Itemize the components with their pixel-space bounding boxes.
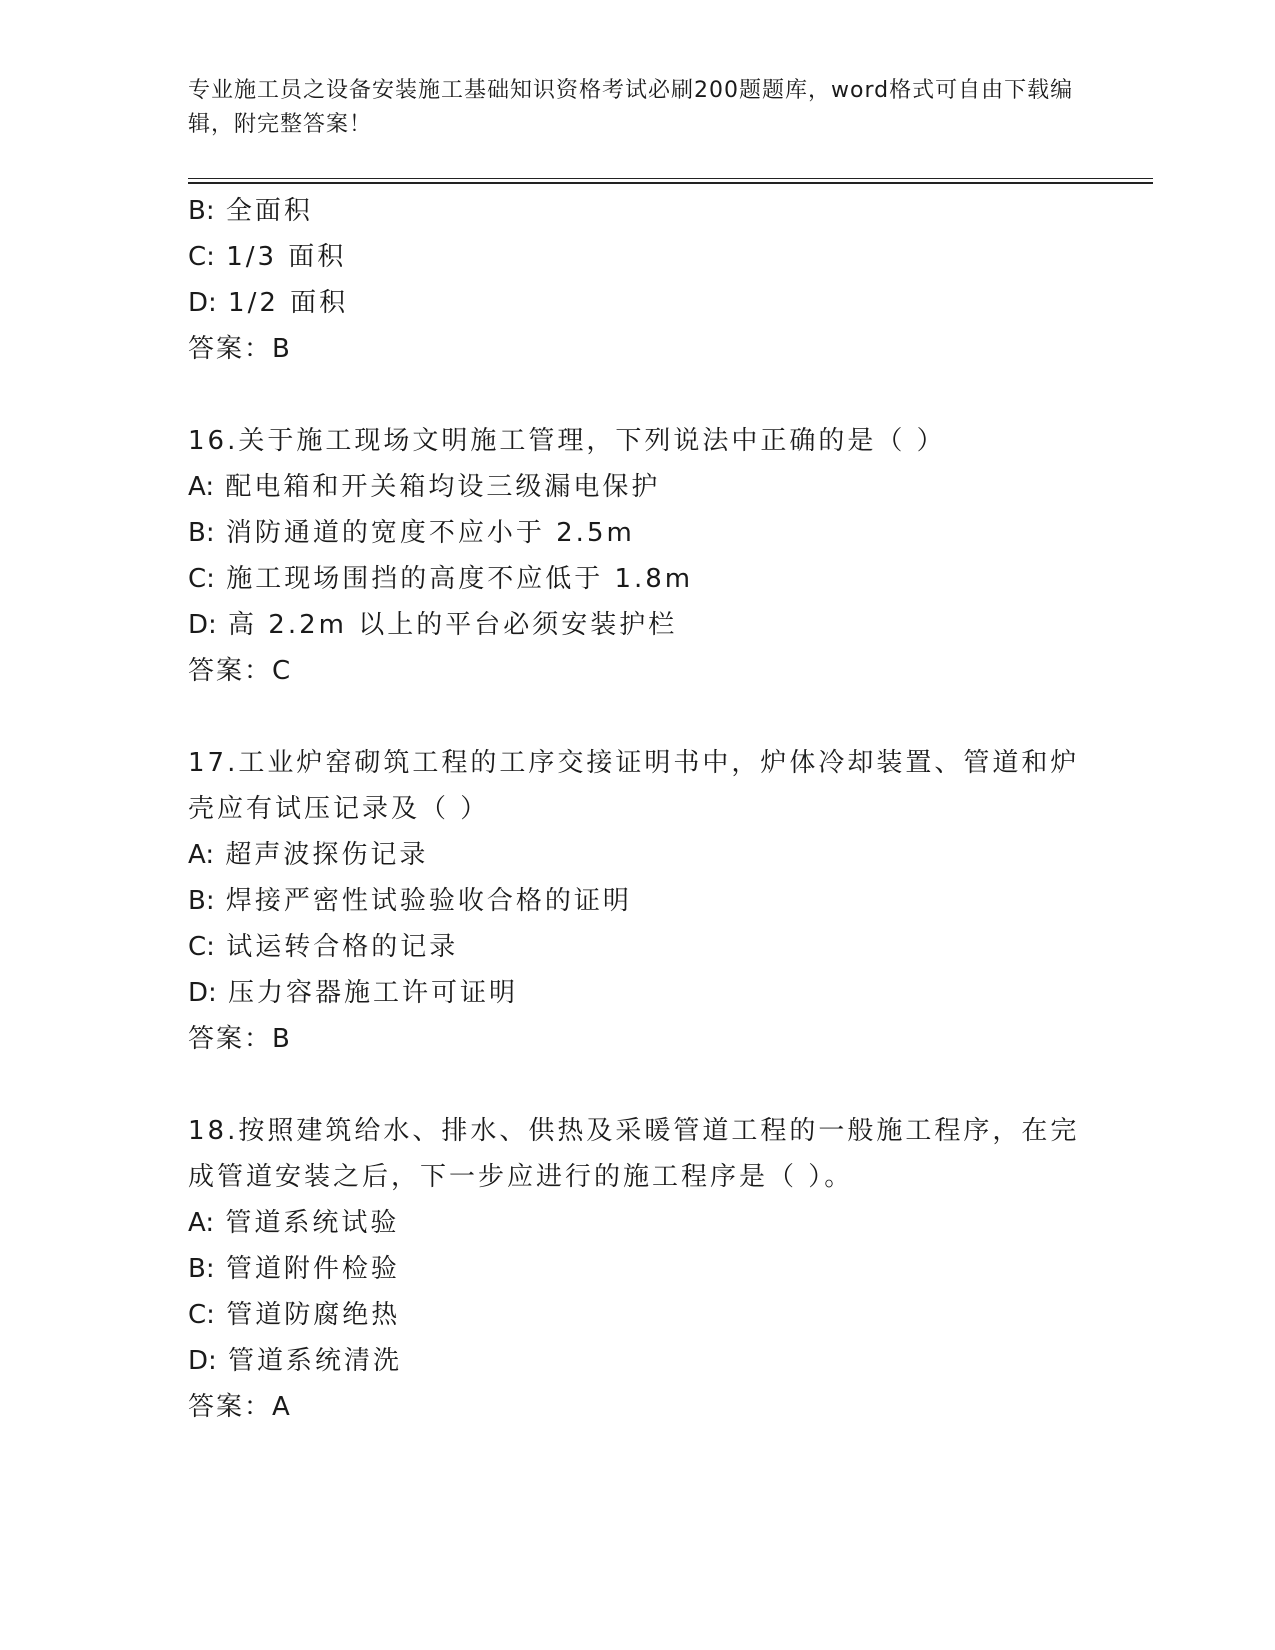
answer-line: 答案：B [188, 334, 292, 364]
option-label: A: [188, 840, 215, 870]
option-text: 1/2 面积 [228, 288, 349, 318]
option-label: B: [188, 886, 215, 916]
question-16 [188, 418, 1088, 694]
option-text: 全面积 [225, 196, 313, 226]
document-header: 专业施工员之设备安装施工基础知识资格考试必刷200题题库，word格式可自由下载编辑，附完整答案！ [188, 78, 1074, 137]
option-line [188, 556, 1088, 602]
option-line [188, 602, 1088, 648]
question-stem: 18.按照建筑给水、排水、供热及采暖管道工程的一般施工程序，在完成管道安装之后，下一步应进行的施工程序是（ ）。 [188, 1116, 1080, 1192]
option-line [188, 280, 1088, 326]
option-label: C: [188, 242, 215, 272]
option-text: 施工现场围挡的高度不应低于 1.8m [226, 564, 694, 594]
option-text: 消防通道的宽度不应小于 2.5m [225, 518, 635, 548]
option-text: 管道系统试验 [225, 1208, 400, 1238]
option-text: 试运转合格的记录 [226, 932, 459, 962]
option-text: 压力容器施工许可证明 [228, 978, 519, 1008]
option-text: 1/3 面积 [226, 242, 347, 272]
option-label: C: [188, 1300, 215, 1330]
option-line [188, 878, 1088, 924]
option-line [188, 1292, 1088, 1338]
answer-line: 答案：C [188, 656, 293, 686]
option-line [188, 832, 1088, 878]
spacer [188, 372, 1088, 418]
question-stem: 16.关于施工现场文明施工管理，下列说法中正确的是（ ） [188, 426, 946, 456]
option-text: 管道附件检验 [225, 1254, 400, 1284]
question-content [188, 188, 1088, 1430]
option-text: 管道系统清洗 [228, 1346, 403, 1376]
question-18 [188, 1108, 1088, 1430]
option-line [188, 1246, 1088, 1292]
option-label: C: [188, 564, 215, 594]
option-label: D: [188, 1346, 217, 1376]
question-stem: 17.工业炉窑砌筑工程的工序交接证明书中，炉体冷却装置、管道和炉壳应有试压记录及（ ） [188, 748, 1080, 824]
prev-question-block [188, 188, 1088, 372]
option-line [188, 1200, 1088, 1246]
answer-line: 答案：B [188, 1024, 292, 1054]
header-rule-thick [188, 182, 1153, 184]
option-label: C: [188, 932, 215, 962]
spacer [188, 1062, 1088, 1108]
answer-line: 答案：A [188, 1392, 292, 1422]
option-label: B: [188, 1254, 215, 1284]
option-line [188, 970, 1088, 1016]
option-label: B: [188, 196, 215, 226]
option-line [188, 1338, 1088, 1384]
spacer [188, 694, 1088, 740]
option-label: B: [188, 518, 215, 548]
option-label: D: [188, 288, 217, 318]
option-text: 管道防腐绝热 [226, 1300, 401, 1330]
option-label: A: [188, 472, 215, 502]
option-text: 焊接严密性试验验收合格的证明 [225, 886, 632, 916]
option-line [188, 234, 1088, 280]
option-text: 高 2.2m 以上的平台必须安装护栏 [228, 610, 678, 640]
option-line [188, 510, 1088, 556]
option-line [188, 464, 1088, 510]
option-text: 超声波探伤记录 [225, 840, 429, 870]
option-label: D: [188, 978, 217, 1008]
option-text: 配电箱和开关箱均设三级漏电保护 [225, 472, 661, 502]
option-label: D: [188, 610, 217, 640]
header-rule-thin [188, 178, 1153, 179]
option-label: A: [188, 1208, 215, 1238]
option-line [188, 188, 1088, 234]
question-17 [188, 740, 1088, 1062]
option-line [188, 924, 1088, 970]
